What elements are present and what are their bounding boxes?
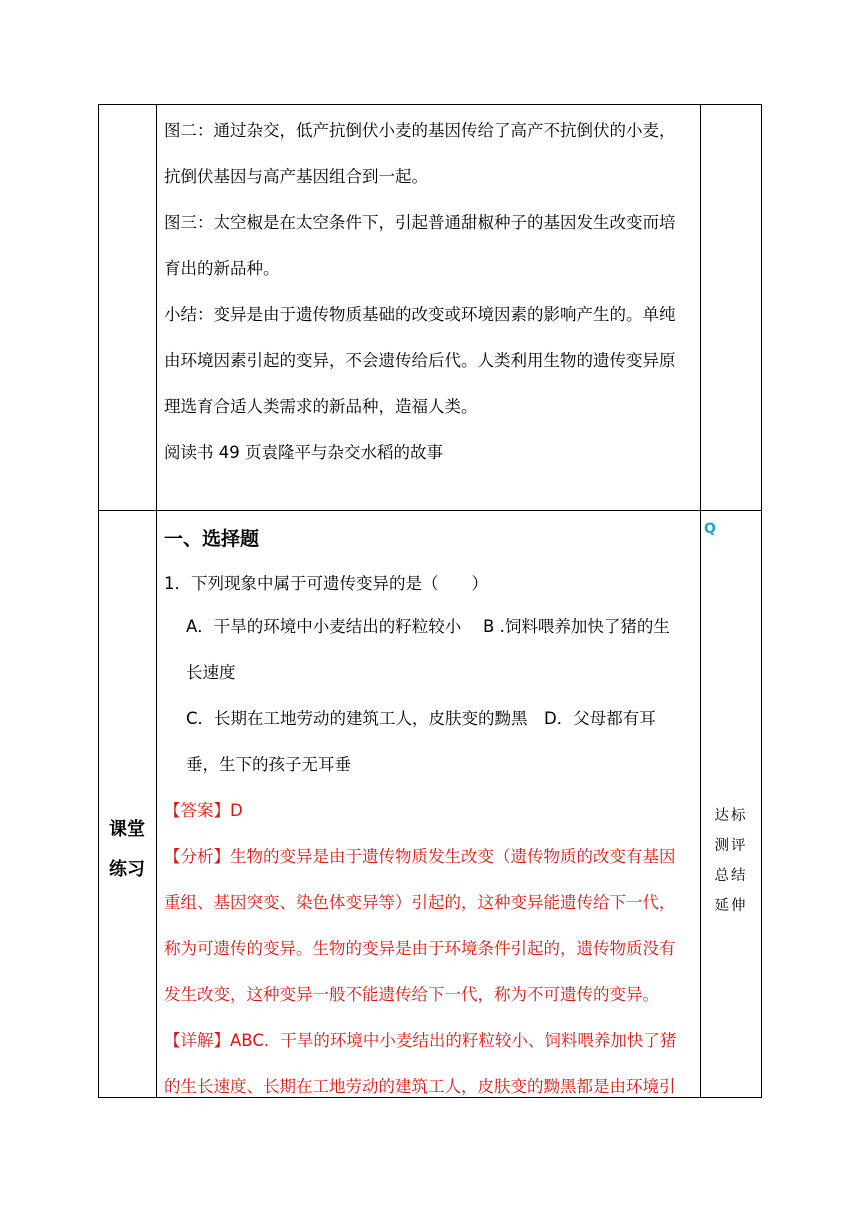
top-content-cell — [164, 108, 698, 476]
section-label-line: 课堂 — [109, 819, 145, 840]
answer-text: 【答案】D — [164, 801, 243, 820]
practice-content-cell — [164, 510, 698, 1110]
section-label-cell — [98, 810, 156, 890]
text-line: 小结：变异是由于遗传物质基础的改变或环境因素的影响产生的。单纯 — [164, 305, 676, 324]
section-heading: 一、选择题 — [164, 528, 260, 550]
text-line: 理选育合适人类需求的新品种，造福人类。 — [164, 397, 478, 416]
text-line: 育出的新品种。 — [164, 259, 280, 278]
detail-line: 的生长速度、长期在工地劳动的建筑工人，皮肤变的黝黑都是由环境引 — [164, 1077, 676, 1096]
section-label-line: 练习 — [109, 859, 145, 880]
text-line: 由环境因素引起的变异，不会遗传给后代。人类利用生物的遗传变异原 — [164, 351, 676, 370]
analysis-line: 重组、基因突变、染色体变异等）引起的，这种变异能遗传给下一代， — [164, 893, 676, 912]
text-line: 图二：通过杂交，低产抗倒伏小麦的基因传给了高产不抗倒伏的小麦， — [164, 121, 676, 140]
column-divider-2 — [700, 104, 701, 1098]
right-label-line: 总结 — [714, 868, 748, 884]
right-label-cell — [701, 801, 761, 921]
option-line: C．长期在工地劳动的建筑工人，皮肤变的黝黑 D．父母都有耳 — [186, 709, 656, 728]
analysis-line: 【分析】生物的变异是由于遗传物质发生改变（遗传物质的改变有基因 — [164, 847, 676, 866]
analysis-line: 发生改变，这种变异一般不能遗传给下一代，称为不可遗传的变异。 — [164, 985, 659, 1004]
option-line: 垂，生下的孩子无耳垂 — [186, 755, 351, 774]
right-label-line: 测评 — [714, 838, 748, 854]
detail-line: 【详解】ABC．干旱的环境中小麦结出的籽粒较小、饲料喂养加快了猪 — [164, 1031, 677, 1050]
right-marker-cell — [704, 518, 744, 537]
text-line: 图三：太空椒是在太空条件下，引起普通甜椒种子的基因发生改变而培 — [164, 213, 676, 232]
text-line: 阅读书 49 页袁隆平与杂交水稻的故事 — [164, 443, 443, 462]
right-label-line: 达标 — [714, 808, 748, 824]
q-marker: Q — [704, 521, 716, 537]
text-line: 抗倒伏基因与高产基因组合到一起。 — [164, 167, 428, 186]
question-text: 1．下列现象中属于可遗传变异的是（ ） — [164, 574, 488, 593]
table-border-top — [98, 104, 762, 105]
table-border-left — [98, 104, 99, 1098]
lesson-table — [98, 104, 762, 1098]
table-border-right — [761, 104, 762, 1098]
option-line: 长速度 — [186, 663, 236, 682]
right-label-line: 延伸 — [714, 898, 748, 914]
analysis-line: 称为可遗传的变异。生物的变异是由于环境条件引起的，遗传物质没有 — [164, 939, 676, 958]
column-divider-1 — [156, 104, 157, 1098]
option-line: A．干旱的环境中小麦结出的籽粒较小 B .饲料喂养加快了猪的生 — [186, 617, 670, 636]
